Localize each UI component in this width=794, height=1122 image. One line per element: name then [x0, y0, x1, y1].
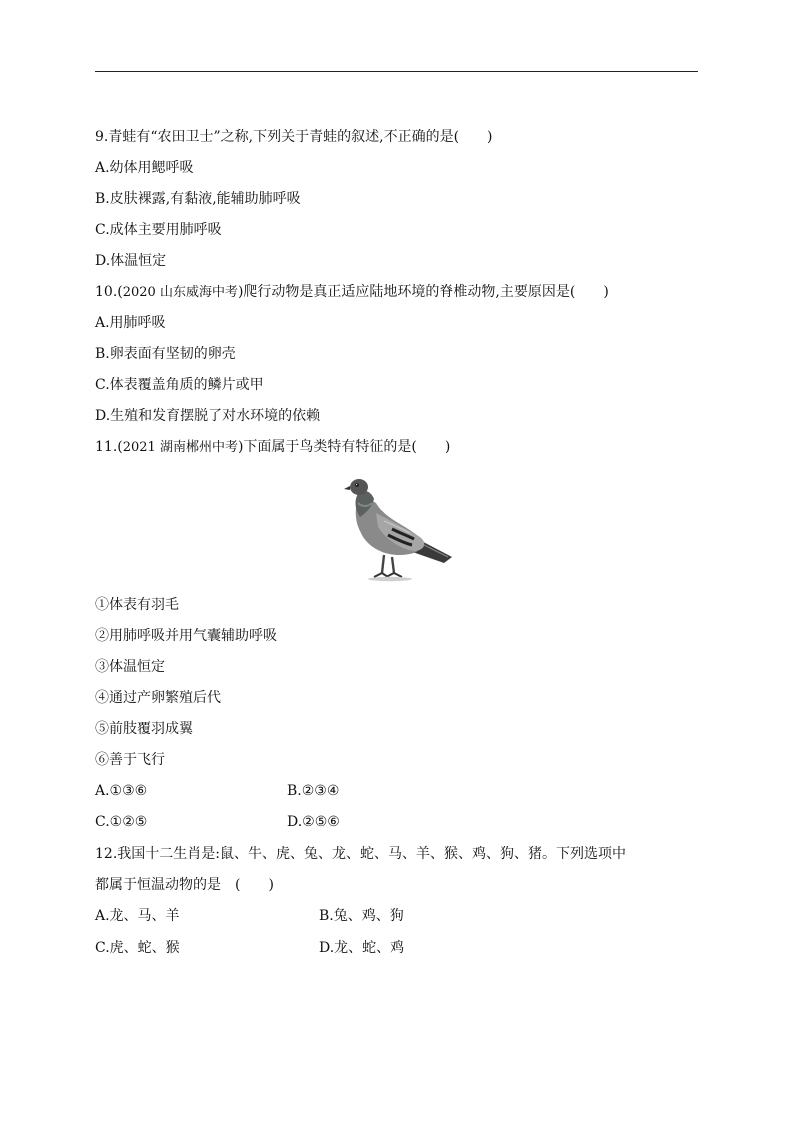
- question-10-number: 10.(: [95, 284, 123, 300]
- question-12-option-d[interactable]: D.龙、蛇、鸡: [319, 940, 405, 956]
- question-9-stem: 9.青蛙有“农田卫士”之称,下列关于青蛙的叙述,不正确的是( ): [95, 129, 493, 145]
- question-11-statement-3: ③体温恒定: [95, 659, 165, 675]
- question-10-source: 2020 山东威海中考: [122, 285, 238, 300]
- question-11-option-c[interactable]: C.①②⑤: [95, 814, 148, 830]
- question-11-statement-4: ④通过产卵繁殖后代: [95, 690, 221, 706]
- question-12-stem-line-1: 12.我国十二生肖是:鼠、牛、虎、兔、龙、蛇、马、羊、猴、鸡、狗、猪。下列选项中: [95, 846, 626, 862]
- question-12-option-c[interactable]: C.虎、蛇、猴: [95, 940, 180, 956]
- pigeon-illustration: [340, 473, 458, 585]
- question-11-text: )下面属于鸟类特有特征的是( ): [237, 439, 451, 455]
- question-11-stem: [95, 437, 450, 458]
- question-11-statement-5: ⑤前肢覆羽成翼: [95, 721, 193, 737]
- question-10-text: )爬行动物是真正适应陆地环境的脊椎动物,主要原因是( ): [237, 284, 609, 300]
- question-10-option-b[interactable]: B.卵表面有坚韧的卵壳: [95, 346, 236, 362]
- question-9-option-d[interactable]: D.体温恒定: [95, 253, 167, 269]
- header-rule: [95, 71, 698, 72]
- question-12-option-a[interactable]: A.龙、马、羊: [95, 908, 180, 924]
- question-12-option-b[interactable]: B.兔、鸡、狗: [319, 908, 404, 924]
- question-11-option-a[interactable]: A.①③⑥: [95, 783, 148, 799]
- question-11-option-b[interactable]: B.②③④: [287, 783, 340, 799]
- question-10-option-d[interactable]: D.生殖和发育摆脱了对水环境的依赖: [95, 408, 321, 424]
- question-11-statement-2: ②用肺呼吸并用气囊辅助呼吸: [95, 628, 277, 644]
- question-11-statement-6: ⑥善于飞行: [95, 752, 165, 768]
- question-11-number: 11.(: [95, 439, 123, 455]
- question-10-option-c[interactable]: C.体表覆盖角质的鳞片或甲: [95, 377, 264, 393]
- question-11-option-d[interactable]: D.②⑤⑥: [287, 814, 340, 830]
- question-9-option-a[interactable]: A.幼体用鳃呼吸: [95, 160, 194, 176]
- question-12-stem-line-2: 都属于恒温动物的是 ( ): [95, 877, 274, 893]
- question-9-option-b[interactable]: B.皮肤裸露,有黏液,能辅助肺呼吸: [95, 191, 301, 207]
- question-10-stem: [95, 282, 609, 303]
- question-9-option-c[interactable]: C.成体主要用肺呼吸: [95, 222, 222, 238]
- question-11-statement-1: ①体表有羽毛: [95, 597, 179, 613]
- question-10-option-a[interactable]: A.用肺呼吸: [95, 315, 166, 331]
- question-11-source: 2021 湖南郴州中考: [122, 440, 238, 455]
